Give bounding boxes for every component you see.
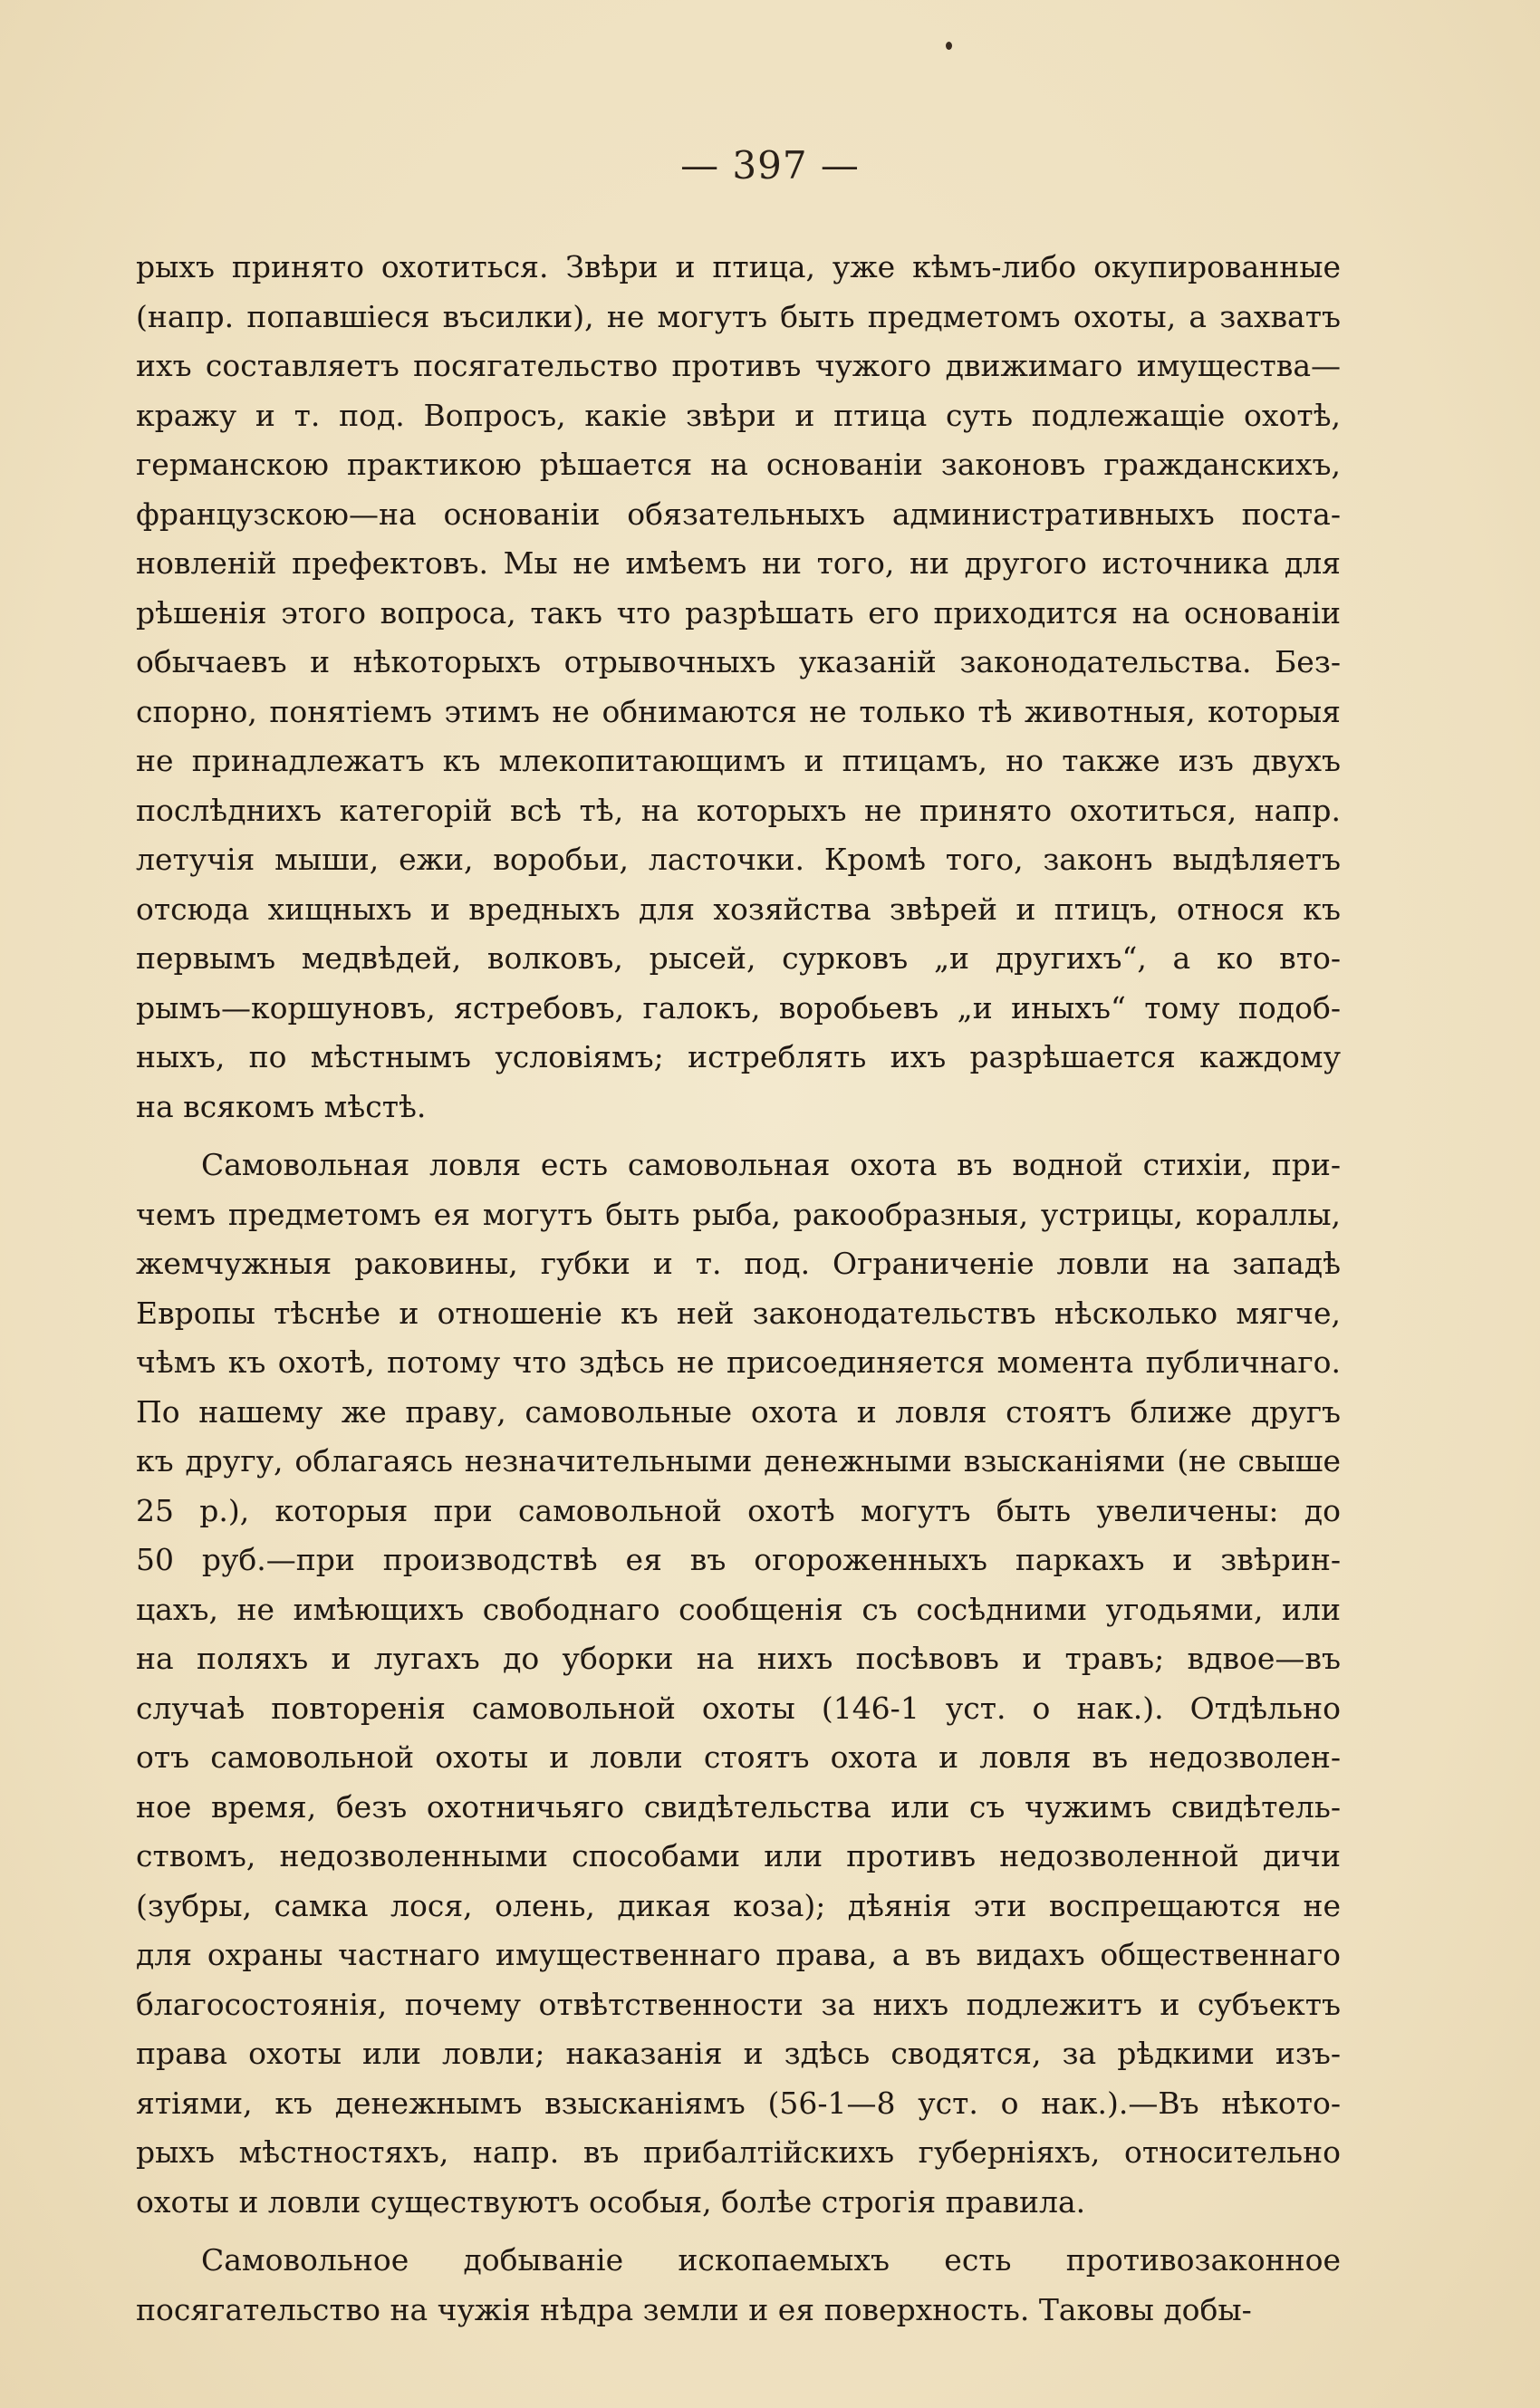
text-line: рыхъ принято охотиться. Звѣри и птица, уже кѣмъ-либо окупированные <box>136 249 1341 284</box>
text-line: (напр. попавшіеся въсилки), не могутъ быть предметомъ охоты, а захватъ <box>136 298 1341 334</box>
paragraph <box>136 243 1341 1132</box>
text-line: французскою—на основаніи обязательныхъ административныхъ поста- <box>136 496 1341 532</box>
text-line: чемъ предметомъ ея могутъ быть рыба, ракообразныя, устрицы, кораллы, <box>136 1196 1341 1232</box>
text-line: на поляхъ и лугахъ до уборки на нихъ посѣвовъ и травъ; вдвое—въ <box>136 1641 1341 1676</box>
text-line: первымъ медвѣдей, волковъ, рысей, сурковъ „и другихъ“, а ко вто- <box>136 940 1341 976</box>
text-line: на всякомъ мѣстѣ. <box>136 1088 427 1124</box>
text-line: Европы тѣснѣе и отношеніе къ ней законодательствъ нѣсколько мягче, <box>136 1295 1341 1331</box>
text-line: 50 руб.—при производствѣ ея въ огороженныхъ паркахъ и звѣрин- <box>136 1542 1341 1577</box>
paragraph <box>136 1141 1341 2227</box>
ink-speck <box>946 42 952 50</box>
text-line: По нашему же праву, самовольные охота и ловля стоятъ ближе другъ <box>136 1393 1341 1430</box>
text-line: обычаевъ и нѣкоторыхъ отрывочныхъ указаній законодательства. Без- <box>136 644 1341 679</box>
text-line: новленій префектовъ. Мы не имѣемъ ни того, ни другого источника для <box>136 545 1341 581</box>
text-line: спорно, понятіемъ этимъ не обнимаются не только тѣ животныя, которыя <box>136 693 1341 729</box>
text-line: посягательство на чужія нѣдра земли и ея поверхность. Таковы добы- <box>136 2291 1252 2327</box>
text-line: благосостоянія, почему отвѣтственности за нихъ подлежитъ и субъектъ <box>136 1986 1341 2022</box>
text-line: ствомъ, недозволенными способами или противъ недозволенной дичи <box>136 1838 1341 1873</box>
text-line: отъ самовольной охоты и ловли стоятъ охота и ловля въ недозволен- <box>136 1739 1341 1775</box>
text-line: чѣмъ къ охотѣ, потому что здѣсь не присоединяется момента публичнаго. <box>136 1344 1341 1380</box>
text-line: летучія мыши, ежи, воробьи, ласточки. Кромѣ того, законъ выдѣляетъ <box>136 842 1341 877</box>
page-number: — 397 — <box>680 143 860 188</box>
text-line: (зубры, самка лося, олень, дикая коза); дѣянія эти воспрещаются не <box>136 1887 1341 1923</box>
text-line: рѣшенія этого вопроса, такъ что разрѣшать его приходится на основаніи <box>136 594 1341 631</box>
text-line: Самовольная ловля есть самовольная охота въ водной стихіи, при- <box>201 1147 1341 1182</box>
text-line: рыхъ мѣстностяхъ, напр. въ прибалтійскихъ губерніяхъ, относительно <box>136 2134 1341 2170</box>
paragraph <box>136 2236 1341 2335</box>
text-line: цахъ, не имѣющихъ свободнаго сообщенія съ сосѣдними угодьями, или <box>136 1591 1341 1627</box>
text-line: ныхъ, по мѣстнымъ условіямъ; истреблять ихъ разрѣшается каждому <box>136 1039 1341 1074</box>
text-line: охоты и ловли существуютъ особыя, болѣе строгія правила. <box>136 2183 1086 2220</box>
text-line: отсюда хищныхъ и вредныхъ для хозяйства звѣрей и птицъ, относя къ <box>136 891 1341 927</box>
text-line: ятіями, къ денежнымъ взысканіямъ (56-1—8 уст. о нак.).—Въ нѣкото- <box>136 2085 1341 2121</box>
text-line: жемчужныя раковины, губки и т. под. Ограниченіе ловли на западѣ <box>136 1246 1341 1281</box>
text-line: Самовольное добываніе ископаемыхъ есть противозаконное <box>201 2242 1341 2278</box>
text-line: 25 р.), которыя при самовольной охотѣ могутъ быть увеличены: до <box>136 1492 1341 1528</box>
text-line: для охраны частнаго имущественнаго права, а въ видахъ общественнаго <box>136 1937 1341 1972</box>
text-line: ихъ составляетъ посягательство противъ чужого движимаго имущества— <box>136 348 1341 383</box>
text-line: германскою практикою рѣшается на основаніи законовъ гражданскихъ, <box>136 447 1341 482</box>
text-line: случаѣ повторенія самовольной охоты (146-1 уст. о нак.). Отдѣльно <box>136 1690 1341 1726</box>
text-line: кражу и т. под. Вопросъ, какіе звѣри и птица суть подлежащіе охотѣ, <box>136 397 1341 433</box>
text-line: права охоты или ловли; наказанія и здѣсь сводятся, за рѣдкими изъ- <box>136 2036 1341 2071</box>
text-line: рымъ—коршуновъ, ястребовъ, галокъ, воробьевъ „и иныхъ“ тому подоб- <box>136 989 1341 1026</box>
text-line: послѣднихъ категорій всѣ тѣ, на которыхъ не принято охотиться, напр. <box>136 792 1341 828</box>
text-line: не принадлежатъ къ млекопитающимъ и птицамъ, но также изъ двухъ <box>136 743 1341 778</box>
text-line: къ другу, облагаясь незначительными денежными взысканіями (не свыше <box>136 1443 1341 1479</box>
text-line: ное время, безъ охотничьяго свидѣтельства или съ чужимъ свидѣтель- <box>136 1788 1341 1825</box>
body-text <box>136 243 1341 2335</box>
